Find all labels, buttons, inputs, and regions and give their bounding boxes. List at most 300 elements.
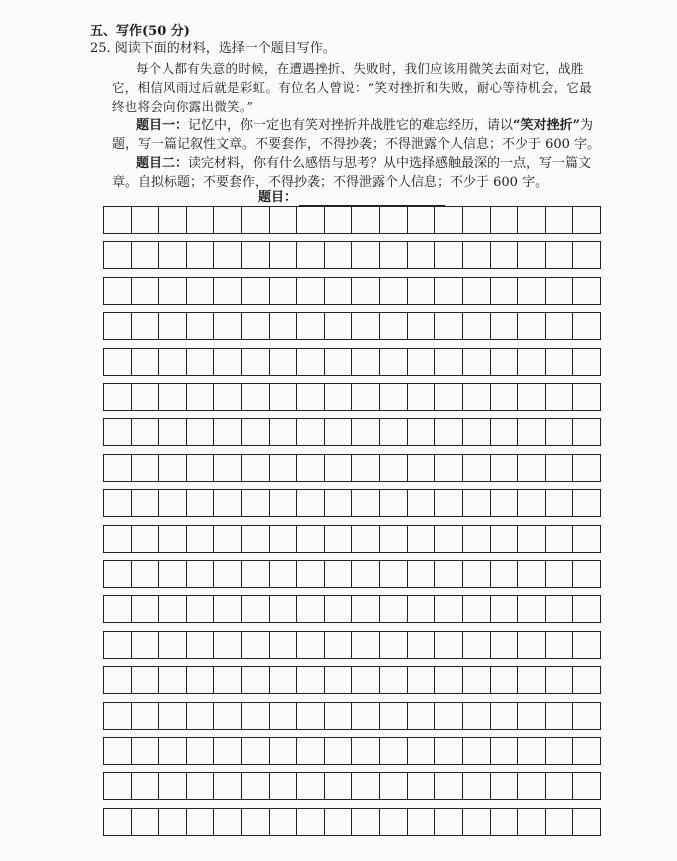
grid-cell[interactable] [573, 278, 600, 304]
grid-cell[interactable] [380, 738, 408, 764]
grid-cell[interactable] [325, 278, 353, 304]
grid-cell[interactable] [573, 313, 600, 339]
grid-cell[interactable] [408, 596, 436, 622]
grid-cell[interactable] [380, 596, 408, 622]
grid-cell[interactable] [270, 632, 298, 658]
grid-cell[interactable] [159, 738, 187, 764]
grid-cell[interactable] [159, 490, 187, 516]
grid-cell[interactable] [104, 349, 132, 375]
grid-cell[interactable] [104, 278, 132, 304]
grid-cell[interactable] [380, 703, 408, 729]
grid-cell[interactable] [187, 561, 215, 587]
grid-cell[interactable] [352, 632, 380, 658]
grid-cell[interactable] [491, 526, 519, 552]
grid-cell[interactable] [297, 455, 325, 481]
grid-cell[interactable] [104, 490, 132, 516]
grid-cell[interactable] [297, 242, 325, 268]
grid-cell[interactable] [187, 278, 215, 304]
grid-cell[interactable] [352, 490, 380, 516]
grid-cell[interactable] [214, 278, 242, 304]
grid-cell[interactable] [573, 738, 600, 764]
grid-cell[interactable] [297, 667, 325, 693]
title-blank-line[interactable] [299, 193, 445, 206]
grid-cell[interactable] [132, 313, 160, 339]
grid-cell[interactable] [573, 242, 600, 268]
grid-cell[interactable] [546, 207, 574, 233]
grid-cell[interactable] [546, 596, 574, 622]
grid-cell[interactable] [242, 703, 270, 729]
grid-cell[interactable] [408, 773, 436, 799]
grid-cell[interactable] [214, 526, 242, 552]
grid-cell[interactable] [546, 490, 574, 516]
grid-cell[interactable] [352, 703, 380, 729]
grid-cell[interactable] [463, 738, 491, 764]
grid-cell[interactable] [546, 455, 574, 481]
grid-cell[interactable] [242, 490, 270, 516]
grid-cell[interactable] [297, 596, 325, 622]
grid-cell[interactable] [463, 773, 491, 799]
grid-cell[interactable] [573, 773, 600, 799]
grid-cell[interactable] [325, 632, 353, 658]
grid-cell[interactable] [297, 490, 325, 516]
grid-cell[interactable] [270, 773, 298, 799]
grid-cell[interactable] [491, 703, 519, 729]
grid-cell[interactable] [518, 455, 546, 481]
grid-cell[interactable] [270, 278, 298, 304]
grid-cell[interactable] [270, 490, 298, 516]
grid-cell[interactable] [159, 349, 187, 375]
grid-cell[interactable] [352, 561, 380, 587]
grid-cell[interactable] [159, 596, 187, 622]
grid-cell[interactable] [518, 490, 546, 516]
grid-cell[interactable] [270, 313, 298, 339]
grid-cell[interactable] [408, 561, 436, 587]
grid-cell[interactable] [546, 313, 574, 339]
grid-cell[interactable] [325, 703, 353, 729]
grid-cell[interactable] [546, 419, 574, 445]
grid-cell[interactable] [325, 207, 353, 233]
grid-cell[interactable] [463, 703, 491, 729]
grid-cell[interactable] [546, 632, 574, 658]
grid-cell[interactable] [104, 809, 132, 835]
grid-cell[interactable] [352, 384, 380, 410]
grid-cell[interactable] [435, 526, 463, 552]
grid-cell[interactable] [159, 313, 187, 339]
grid-cell[interactable] [546, 561, 574, 587]
grid-cell[interactable] [463, 349, 491, 375]
grid-cell[interactable] [214, 561, 242, 587]
grid-cell[interactable] [104, 526, 132, 552]
grid-cell[interactable] [242, 809, 270, 835]
grid-cell[interactable] [380, 419, 408, 445]
grid-cell[interactable] [104, 242, 132, 268]
grid-cell[interactable] [408, 526, 436, 552]
grid-cell[interactable] [270, 207, 298, 233]
grid-cell[interactable] [491, 313, 519, 339]
grid-cell[interactable] [491, 738, 519, 764]
grid-cell[interactable] [408, 242, 436, 268]
grid-cell[interactable] [270, 455, 298, 481]
grid-cell[interactable] [573, 490, 600, 516]
grid-cell[interactable] [435, 773, 463, 799]
grid-cell[interactable] [214, 773, 242, 799]
grid-cell[interactable] [214, 667, 242, 693]
grid-cell[interactable] [325, 738, 353, 764]
grid-cell[interactable] [159, 561, 187, 587]
grid-cell[interactable] [297, 561, 325, 587]
grid-cell[interactable] [463, 278, 491, 304]
grid-cell[interactable] [187, 313, 215, 339]
grid-cell[interactable] [546, 278, 574, 304]
grid-cell[interactable] [242, 278, 270, 304]
grid-cell[interactable] [297, 773, 325, 799]
grid-cell[interactable] [242, 526, 270, 552]
grid-cell[interactable] [242, 738, 270, 764]
grid-cell[interactable] [132, 242, 160, 268]
grid-cell[interactable] [408, 349, 436, 375]
grid-cell[interactable] [270, 738, 298, 764]
grid-cell[interactable] [491, 809, 519, 835]
grid-cell[interactable] [573, 596, 600, 622]
grid-cell[interactable] [270, 526, 298, 552]
grid-cell[interactable] [159, 809, 187, 835]
grid-cell[interactable] [546, 667, 574, 693]
grid-cell[interactable] [463, 809, 491, 835]
grid-cell[interactable] [408, 490, 436, 516]
grid-cell[interactable] [435, 703, 463, 729]
grid-cell[interactable] [270, 384, 298, 410]
grid-cell[interactable] [242, 596, 270, 622]
grid-cell[interactable] [132, 667, 160, 693]
grid-cell[interactable] [352, 278, 380, 304]
grid-cell[interactable] [546, 242, 574, 268]
grid-cell[interactable] [214, 596, 242, 622]
grid-cell[interactable] [325, 455, 353, 481]
grid-cell[interactable] [297, 313, 325, 339]
grid-cell[interactable] [159, 667, 187, 693]
grid-cell[interactable] [352, 809, 380, 835]
grid-cell[interactable] [187, 455, 215, 481]
grid-cell[interactable] [187, 207, 215, 233]
grid-cell[interactable] [325, 313, 353, 339]
grid-cell[interactable] [104, 703, 132, 729]
grid-cell[interactable] [408, 703, 436, 729]
grid-cell[interactable] [518, 773, 546, 799]
grid-cell[interactable] [435, 561, 463, 587]
grid-cell[interactable] [325, 490, 353, 516]
grid-cell[interactable] [159, 703, 187, 729]
grid-cell[interactable] [270, 561, 298, 587]
grid-cell[interactable] [518, 632, 546, 658]
grid-cell[interactable] [546, 773, 574, 799]
grid-cell[interactable] [491, 384, 519, 410]
grid-cell[interactable] [270, 419, 298, 445]
grid-cell[interactable] [187, 384, 215, 410]
grid-cell[interactable] [104, 561, 132, 587]
grid-cell[interactable] [104, 773, 132, 799]
grid-cell[interactable] [380, 561, 408, 587]
grid-cell[interactable] [380, 349, 408, 375]
grid-cell[interactable] [214, 242, 242, 268]
grid-cell[interactable] [214, 419, 242, 445]
grid-cell[interactable] [573, 632, 600, 658]
grid-cell[interactable] [491, 419, 519, 445]
grid-cell[interactable] [518, 419, 546, 445]
grid-cell[interactable] [132, 349, 160, 375]
grid-cell[interactable] [546, 738, 574, 764]
grid-cell[interactable] [297, 703, 325, 729]
grid-cell[interactable] [325, 773, 353, 799]
grid-cell[interactable] [380, 632, 408, 658]
grid-cell[interactable] [187, 349, 215, 375]
grid-cell[interactable] [352, 455, 380, 481]
grid-cell[interactable] [380, 313, 408, 339]
grid-cell[interactable] [325, 242, 353, 268]
grid-cell[interactable] [352, 738, 380, 764]
grid-cell[interactable] [297, 278, 325, 304]
grid-cell[interactable] [463, 526, 491, 552]
grid-cell[interactable] [242, 561, 270, 587]
grid-cell[interactable] [518, 207, 546, 233]
grid-cell[interactable] [491, 349, 519, 375]
grid-cell[interactable] [518, 349, 546, 375]
grid-cell[interactable] [297, 384, 325, 410]
grid-cell[interactable] [104, 632, 132, 658]
grid-cell[interactable] [435, 809, 463, 835]
grid-cell[interactable] [187, 526, 215, 552]
grid-cell[interactable] [270, 596, 298, 622]
grid-cell[interactable] [573, 561, 600, 587]
grid-cell[interactable] [408, 313, 436, 339]
grid-cell[interactable] [242, 455, 270, 481]
grid-cell[interactable] [352, 596, 380, 622]
grid-cell[interactable] [352, 349, 380, 375]
grid-cell[interactable] [546, 809, 574, 835]
grid-cell[interactable] [104, 384, 132, 410]
grid-cell[interactable] [325, 526, 353, 552]
grid-cell[interactable] [132, 809, 160, 835]
grid-cell[interactable] [463, 490, 491, 516]
grid-cell[interactable] [491, 773, 519, 799]
grid-cell[interactable] [159, 242, 187, 268]
grid-cell[interactable] [352, 242, 380, 268]
grid-cell[interactable] [132, 278, 160, 304]
grid-cell[interactable] [242, 349, 270, 375]
grid-cell[interactable] [104, 738, 132, 764]
grid-cell[interactable] [187, 667, 215, 693]
grid-cell[interactable] [463, 632, 491, 658]
grid-cell[interactable] [463, 561, 491, 587]
grid-cell[interactable] [573, 703, 600, 729]
grid-cell[interactable] [408, 207, 436, 233]
grid-cell[interactable] [546, 526, 574, 552]
grid-cell[interactable] [132, 596, 160, 622]
grid-cell[interactable] [297, 419, 325, 445]
grid-cell[interactable] [380, 490, 408, 516]
grid-cell[interactable] [159, 455, 187, 481]
grid-cell[interactable] [214, 809, 242, 835]
grid-cell[interactable] [187, 809, 215, 835]
grid-cell[interactable] [435, 207, 463, 233]
grid-cell[interactable] [132, 738, 160, 764]
grid-cell[interactable] [463, 242, 491, 268]
grid-cell[interactable] [297, 526, 325, 552]
grid-cell[interactable] [104, 455, 132, 481]
grid-cell[interactable] [380, 773, 408, 799]
grid-cell[interactable] [159, 632, 187, 658]
grid-cell[interactable] [546, 349, 574, 375]
grid-cell[interactable] [573, 667, 600, 693]
grid-cell[interactable] [159, 526, 187, 552]
grid-cell[interactable] [518, 561, 546, 587]
grid-cell[interactable] [435, 384, 463, 410]
grid-cell[interactable] [380, 242, 408, 268]
grid-cell[interactable] [408, 384, 436, 410]
grid-cell[interactable] [214, 490, 242, 516]
grid-cell[interactable] [491, 490, 519, 516]
grid-cell[interactable] [491, 207, 519, 233]
grid-cell[interactable] [518, 313, 546, 339]
grid-cell[interactable] [546, 384, 574, 410]
grid-cell[interactable] [242, 667, 270, 693]
grid-cell[interactable] [214, 632, 242, 658]
grid-cell[interactable] [325, 667, 353, 693]
grid-cell[interactable] [435, 242, 463, 268]
grid-cell[interactable] [491, 561, 519, 587]
grid-cell[interactable] [573, 419, 600, 445]
grid-cell[interactable] [408, 632, 436, 658]
grid-cell[interactable] [380, 384, 408, 410]
grid-cell[interactable] [463, 596, 491, 622]
grid-cell[interactable] [352, 667, 380, 693]
grid-cell[interactable] [270, 809, 298, 835]
grid-cell[interactable] [132, 773, 160, 799]
grid-cell[interactable] [435, 313, 463, 339]
grid-cell[interactable] [270, 667, 298, 693]
grid-cell[interactable] [573, 809, 600, 835]
grid-cell[interactable] [104, 419, 132, 445]
grid-cell[interactable] [352, 419, 380, 445]
grid-cell[interactable] [408, 419, 436, 445]
grid-cell[interactable] [463, 419, 491, 445]
grid-cell[interactable] [573, 455, 600, 481]
grid-cell[interactable] [214, 455, 242, 481]
grid-cell[interactable] [104, 313, 132, 339]
grid-cell[interactable] [352, 773, 380, 799]
grid-cell[interactable] [297, 738, 325, 764]
grid-cell[interactable] [214, 738, 242, 764]
grid-cell[interactable] [518, 242, 546, 268]
grid-cell[interactable] [352, 207, 380, 233]
grid-cell[interactable] [518, 703, 546, 729]
grid-cell[interactable] [214, 384, 242, 410]
grid-cell[interactable] [297, 207, 325, 233]
grid-cell[interactable] [518, 738, 546, 764]
grid-cell[interactable] [187, 738, 215, 764]
grid-cell[interactable] [242, 242, 270, 268]
grid-cell[interactable] [132, 703, 160, 729]
grid-cell[interactable] [380, 455, 408, 481]
grid-cell[interactable] [214, 313, 242, 339]
grid-cell[interactable] [491, 632, 519, 658]
grid-cell[interactable] [352, 526, 380, 552]
grid-cell[interactable] [408, 455, 436, 481]
grid-cell[interactable] [380, 207, 408, 233]
grid-cell[interactable] [491, 667, 519, 693]
grid-cell[interactable] [463, 313, 491, 339]
grid-cell[interactable] [518, 526, 546, 552]
grid-cell[interactable] [325, 561, 353, 587]
grid-cell[interactable] [159, 278, 187, 304]
grid-cell[interactable] [187, 703, 215, 729]
grid-cell[interactable] [325, 419, 353, 445]
grid-cell[interactable] [463, 667, 491, 693]
grid-cell[interactable] [518, 278, 546, 304]
grid-cell[interactable] [573, 526, 600, 552]
grid-cell[interactable] [380, 526, 408, 552]
grid-cell[interactable] [297, 632, 325, 658]
grid-cell[interactable] [214, 349, 242, 375]
grid-cell[interactable] [435, 596, 463, 622]
grid-cell[interactable] [325, 349, 353, 375]
grid-cell[interactable] [352, 313, 380, 339]
grid-cell[interactable] [435, 278, 463, 304]
grid-cell[interactable] [187, 632, 215, 658]
grid-cell[interactable] [435, 632, 463, 658]
grid-cell[interactable] [187, 490, 215, 516]
grid-cell[interactable] [297, 809, 325, 835]
grid-cell[interactable] [518, 667, 546, 693]
grid-cell[interactable] [380, 278, 408, 304]
grid-cell[interactable] [242, 207, 270, 233]
grid-cell[interactable] [546, 703, 574, 729]
grid-cell[interactable] [380, 667, 408, 693]
grid-cell[interactable] [491, 596, 519, 622]
grid-cell[interactable] [408, 809, 436, 835]
grid-cell[interactable] [463, 384, 491, 410]
grid-cell[interactable] [325, 596, 353, 622]
grid-cell[interactable] [435, 419, 463, 445]
grid-cell[interactable] [214, 703, 242, 729]
grid-cell[interactable] [242, 313, 270, 339]
grid-cell[interactable] [325, 809, 353, 835]
grid-cell[interactable] [435, 455, 463, 481]
grid-cell[interactable] [435, 349, 463, 375]
grid-cell[interactable] [573, 384, 600, 410]
grid-cell[interactable] [132, 419, 160, 445]
grid-cell[interactable] [435, 667, 463, 693]
grid-cell[interactable] [159, 773, 187, 799]
grid-cell[interactable] [132, 384, 160, 410]
grid-cell[interactable] [408, 738, 436, 764]
grid-cell[interactable] [159, 384, 187, 410]
grid-cell[interactable] [187, 773, 215, 799]
grid-cell[interactable] [463, 455, 491, 481]
grid-cell[interactable] [104, 667, 132, 693]
grid-cell[interactable] [187, 242, 215, 268]
grid-cell[interactable] [518, 809, 546, 835]
grid-cell[interactable] [214, 207, 242, 233]
grid-cell[interactable] [132, 632, 160, 658]
grid-cell[interactable] [518, 596, 546, 622]
grid-cell[interactable] [132, 207, 160, 233]
grid-cell[interactable] [297, 349, 325, 375]
grid-cell[interactable] [463, 207, 491, 233]
grid-cell[interactable] [270, 349, 298, 375]
grid-cell[interactable] [242, 384, 270, 410]
grid-cell[interactable] [325, 384, 353, 410]
grid-cell[interactable] [242, 773, 270, 799]
